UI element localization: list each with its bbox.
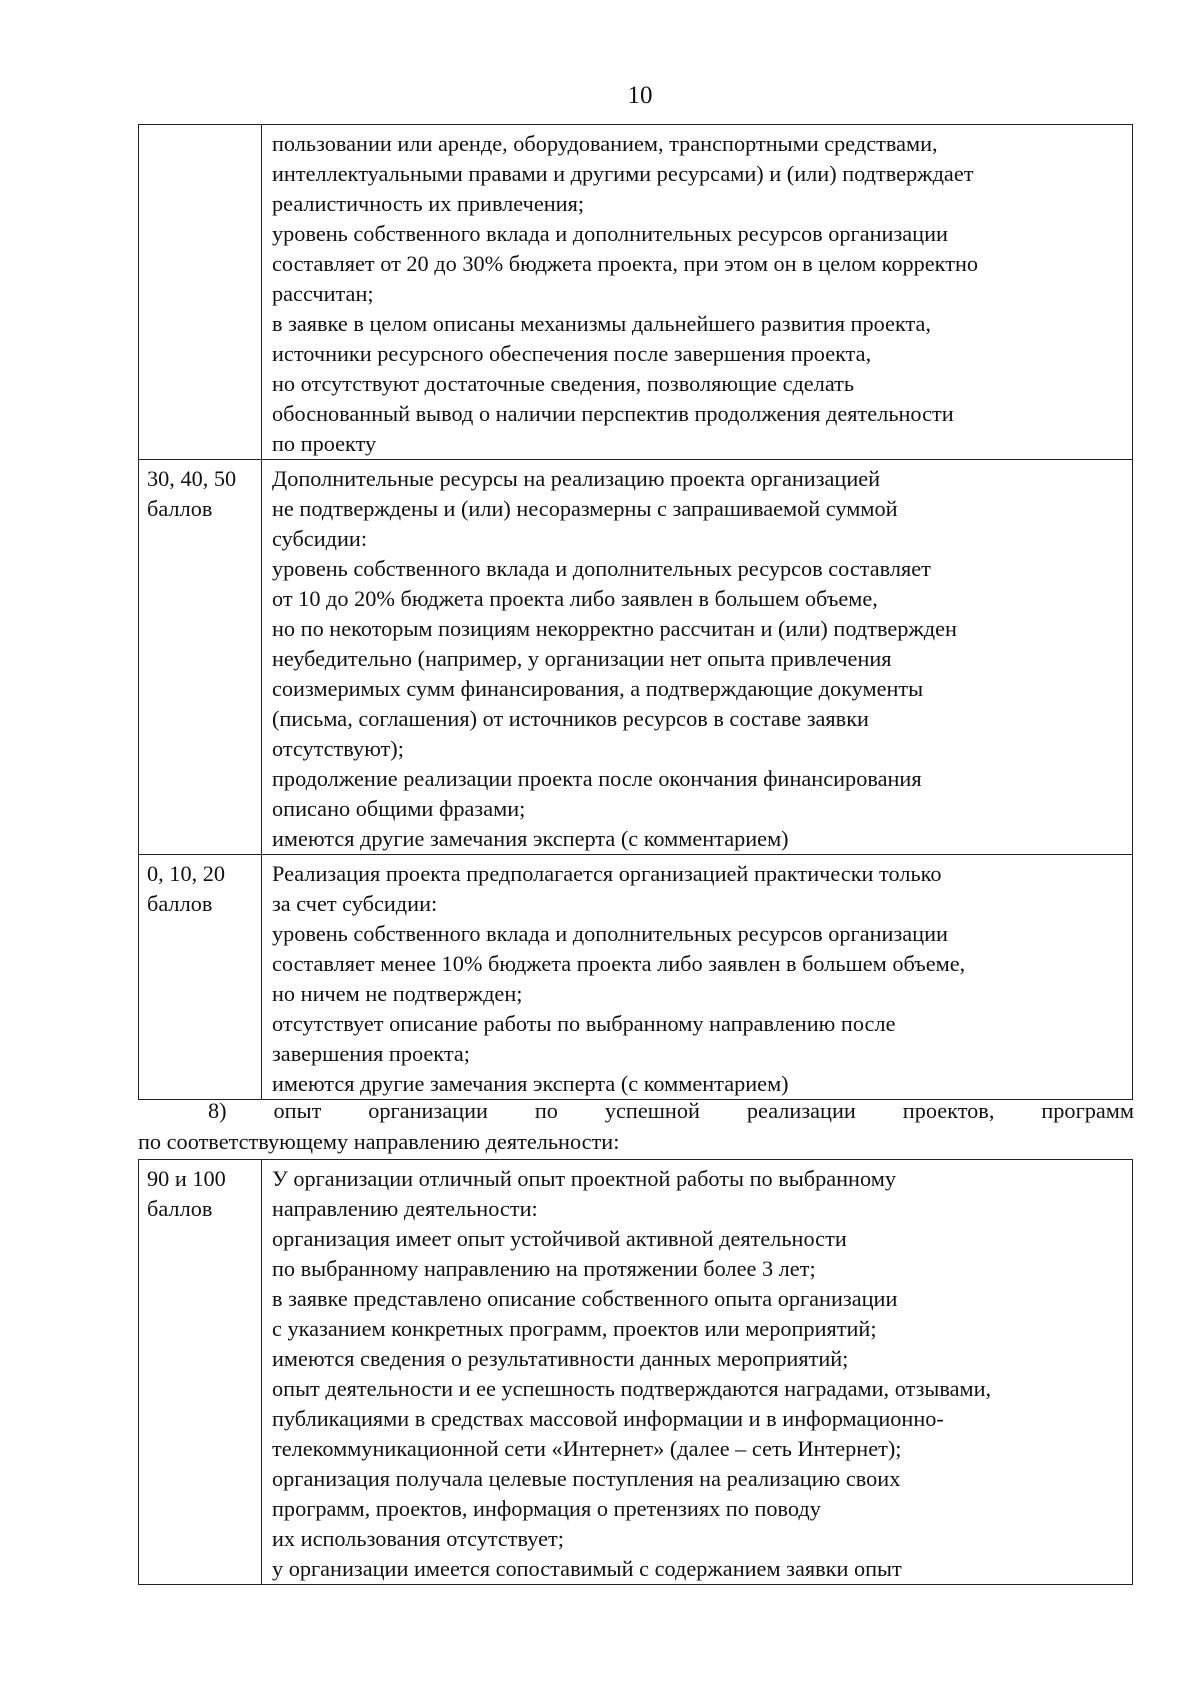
criteria-table-continued (138, 124, 1133, 1100)
description-cell (262, 855, 1133, 1100)
text-line: субсидии: (272, 526, 368, 551)
text-line: соизмеримых сумм финансирования, а подтверждающие документы (272, 676, 924, 701)
section-heading-line: по соответствующему направлению деятельности: (138, 1129, 620, 1154)
text-line: имеются другие замечания эксперта (с комментарием) (272, 826, 789, 851)
text-line: но ничем не подтвержден; (272, 981, 523, 1006)
text-line: уровень собственного вклада и дополнительных ресурсов организации (272, 221, 948, 246)
text-line: обоснованный вывод о наличии перспектив продолжения деятельности (272, 401, 954, 426)
text-line: у организации имеется сопоставимый с содержанием заявки опыт (272, 1556, 902, 1581)
score-cell (139, 125, 262, 460)
table-row (139, 1160, 1133, 1585)
table-row (139, 125, 1133, 460)
text-line: опыт деятельности и ее успешность подтверждаются наградами, отзывами, (272, 1376, 992, 1401)
text-line: но отсутствуют достаточные сведения, позволяющие сделать (272, 371, 855, 396)
table-row (139, 460, 1133, 855)
text-line: У организации отличный опыт проектной работы по выбранному (272, 1166, 896, 1191)
criteria-table-section-8 (138, 1159, 1133, 1585)
text-line: рассчитан; (272, 281, 374, 306)
description-cell (262, 1160, 1133, 1585)
text-line: программ, проектов, информация о претензиях по поводу (272, 1496, 821, 1521)
text-line: организация имеет опыт устойчивой активной деятельности (272, 1226, 847, 1251)
text-line: по проекту (272, 431, 377, 456)
text-line: но по некоторым позициям некорректно рассчитан и (или) подтвержден (272, 616, 957, 641)
text-line: уровень собственного вклада и дополнительных ресурсов составляет (272, 556, 931, 581)
text-line: не подтверждены и (или) несоразмерны с запрашиваемой суммой (272, 496, 898, 521)
text-line: в заявке представлено описание собственного опыта организации (272, 1286, 898, 1311)
section-heading-line: 8) опыт организации по успешной реализации проектов, программ (208, 1098, 1134, 1123)
score-cell: 0, 10, 20 баллов (139, 855, 262, 1100)
text-line: описано общими фразами; (272, 796, 526, 821)
text-line: Реализация проекта предполагается организацией практически только (272, 861, 942, 886)
text-line: с указанием конкретных программ, проектов или мероприятий; (272, 1316, 877, 1341)
text-line: их использования отсутствует; (272, 1526, 564, 1551)
text-line: реалистичность их привлечения; (272, 191, 585, 216)
text-line: неубедительно (например, у организации нет опыта привлечения (272, 646, 892, 671)
section-8-heading (138, 1095, 1134, 1157)
text-line: телекоммуникационной сети «Интернет» (далее – сеть Интернет); (272, 1436, 902, 1461)
score-cell: 90 и 100 баллов (139, 1160, 262, 1585)
text-line: Дополнительные ресурсы на реализацию проекта организацией (272, 466, 881, 491)
text-line: имеются другие замечания эксперта (с комментарием) (272, 1071, 789, 1096)
text-line: (письма, соглашения) от источников ресурсов в составе заявки (272, 706, 869, 731)
text-line: организация получала целевые поступления на реализацию своих (272, 1466, 901, 1491)
text-line: отсутствует описание работы по выбранному направлению после (272, 1011, 896, 1036)
text-line: продолжение реализации проекта после окончания финансирования (272, 766, 922, 791)
text-line: от 10 до 20% бюджета проекта либо заявлен в большем объеме, (272, 586, 878, 611)
text-line: за счет субсидии: (272, 891, 438, 916)
text-line: направлению деятельности: (272, 1196, 538, 1221)
text-line: пользовании или аренде, оборудованием, транспортными средствами, (272, 131, 938, 156)
text-line: завершения проекта; (272, 1041, 470, 1066)
text-line: составляет менее 10% бюджета проекта либо заявлен в большем объеме, (272, 951, 966, 976)
text-line: публикациями в средствах массовой информации и в информационно- (272, 1406, 944, 1431)
page-number: 10 (627, 82, 653, 109)
text-line: отсутствуют); (272, 736, 404, 761)
text-line: имеются сведения о результативности данных мероприятий; (272, 1346, 849, 1371)
text-line: в заявке в целом описаны механизмы дальнейшего развития проекта, (272, 311, 931, 336)
text-line: составляет от 20 до 30% бюджета проекта, при этом он в целом корректно (272, 251, 979, 276)
text-line: уровень собственного вклада и дополнительных ресурсов организации (272, 921, 948, 946)
description-cell (262, 125, 1133, 460)
score-cell: 30, 40, 50 баллов (139, 460, 262, 855)
table-row (139, 855, 1133, 1100)
text-line: источники ресурсного обеспечения после завершения проекта, (272, 341, 872, 366)
text-line: по выбранному направлению на протяжении более 3 лет; (272, 1256, 816, 1281)
text-line: интеллектуальными правами и другими ресурсами) и (или) подтверждает (272, 161, 974, 186)
description-cell (262, 460, 1133, 855)
